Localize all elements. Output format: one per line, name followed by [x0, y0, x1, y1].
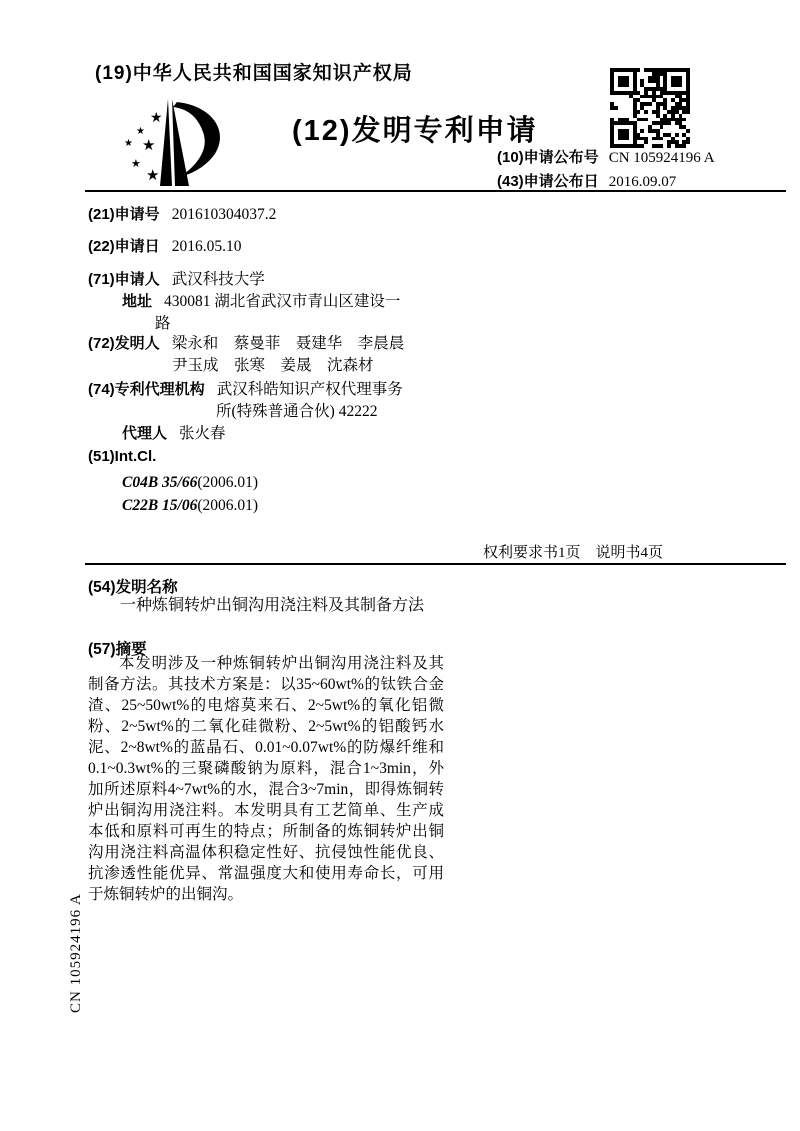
- publication-date: 2016.09.07: [608, 174, 677, 190]
- application-number: 201610304037.2: [171, 206, 277, 223]
- address-label: 地址: [122, 293, 153, 310]
- application-number-row: [88, 203, 276, 224]
- intcl-label: (51)Int.Cl.: [88, 448, 157, 465]
- pages-note: 权利要求书1页 说明书4页: [483, 545, 664, 561]
- address-line2: 路: [155, 315, 171, 332]
- publication-number-row: [497, 146, 715, 167]
- agency-row: [88, 377, 403, 399]
- logo-star-icon: ★: [146, 168, 160, 184]
- agent-row: [122, 421, 226, 443]
- doc-type-title: (12)发明专利申请: [292, 115, 538, 147]
- inventors-row: [88, 331, 404, 353]
- agent-label: 代理人: [122, 425, 168, 442]
- applicant-label: (71)申请人: [88, 271, 160, 288]
- application-number-label: (21)申请号: [88, 206, 160, 223]
- office-name: (19)中华人民共和国国家知识产权局: [95, 63, 413, 84]
- publication-date-row: [497, 170, 676, 191]
- logo-star-icon: ★: [131, 158, 141, 170]
- logo-star-icon: ★: [150, 111, 163, 126]
- address-line1: 430081 湖北省武汉市青山区建设一: [164, 293, 401, 310]
- intcl-ver-2: (2006.01): [197, 497, 259, 514]
- agency-line2: 所(特殊普通合伙) 42222: [216, 403, 378, 420]
- section-divider: [85, 563, 786, 565]
- applicant-name: 武汉科技大学: [171, 271, 265, 288]
- logo-star-icon: ★: [124, 138, 133, 149]
- intcl-row: [88, 448, 156, 466]
- inventors-line2: 尹玉成 张寒 姜晟 沈森材: [172, 357, 374, 374]
- intcl-code-1: C04B 35/66: [122, 474, 198, 491]
- intcl-code-2: C22B 15/06: [122, 497, 198, 514]
- abstract-label: (57)摘要: [88, 641, 147, 658]
- intcl-entry-1: [122, 474, 258, 492]
- publication-number-label: (10)申请公布号: [497, 149, 599, 166]
- logo-star-icon: ★: [136, 126, 145, 137]
- inventors-line1: 梁永和 蔡曼菲 聂建华 李晨晨: [171, 335, 405, 352]
- application-date-label: (22)申请日: [88, 238, 160, 255]
- abstract-text: 本发明涉及一种炼铜转炉出铜沟用浇注料及其制备方法。其技术方案是：以35~60wt%的钛铁合金渣、25~50wt%的电熔莫来石、2~5wt%的氧化铝微粉、2~5wt%的二氧化硅微粉、2~5wt%的铝酸钙水泥、2~8wt%的蓝晶石、0.01~0.07wt%的防爆纤维和0.1~0.3wt%的三聚磷酸钠为原料，混合1~3min，外加所述原料4~7wt%的水，混合3~7min，即得炼铜转炉出铜沟用浇注料。本发明具有工艺简单、生产成本低和原料可再生的特点；所制备的炼铜转炉出铜沟用浇注料高温体积稳定性好、抗侵蚀性能优良、抗渗透性能优异、常温强度大和使用寿命长，可用于炼铜转炉的出铜沟。: [88, 655, 444, 903]
- intcl-ver-1: (2006.01): [197, 474, 259, 491]
- logo-star-icon: ★: [142, 138, 156, 154]
- applicant-row: [88, 267, 265, 289]
- agency-line1: 武汉科皓知识产权代理事务: [216, 381, 403, 398]
- publication-date-label: (43)申请公布日: [497, 173, 599, 190]
- invention-title: 一种炼铜转炉出铜沟用浇注料及其制备方法: [120, 597, 425, 614]
- publication-number: CN 105924196 A: [608, 150, 715, 166]
- cnipa-logo-icon: [122, 96, 238, 192]
- header-divider: [85, 190, 786, 192]
- invention-title-label: (54)发明名称: [88, 579, 178, 596]
- application-date-row: [88, 235, 241, 256]
- intcl-entry-2: [122, 497, 258, 515]
- qr-code: [610, 68, 690, 148]
- address-row: [122, 289, 400, 311]
- inventors-label: (72)发明人: [88, 335, 160, 352]
- vertical-publication-number: CN 105924196 A: [68, 893, 84, 1013]
- application-date: 2016.05.10: [171, 238, 242, 255]
- agency-label: (74)专利代理机构: [88, 381, 205, 398]
- agent-name: 张火春: [179, 425, 226, 442]
